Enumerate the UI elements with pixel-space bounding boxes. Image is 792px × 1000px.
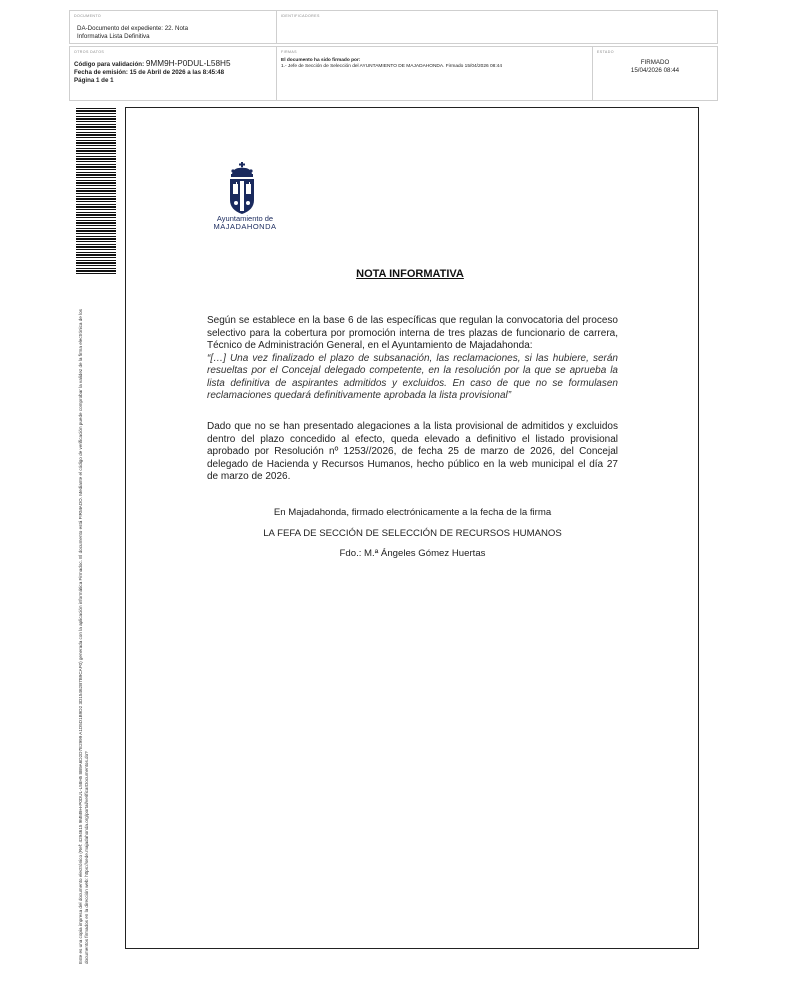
logo-line1: Ayuntamiento de <box>216 214 274 223</box>
estado-label: ESTADO <box>597 50 614 54</box>
firmas-intro: El documento ha sido firmado por: <box>281 58 361 63</box>
documento-label: DOCUMENTO <box>74 14 102 18</box>
firma-lugar: En Majadahonda, firmado electrónicamente a la fecha de la firma <box>273 507 552 518</box>
estado-value: FIRMADO <box>640 59 670 66</box>
barcode <box>76 108 116 275</box>
otros-datos-label: OTROS DATOS <box>74 50 105 54</box>
firma-cargo: LA FEFA DE SECCIÓN DE SELECCIÓN DE RECURSOS HUMANOS <box>263 528 562 539</box>
fecha-emision: Fecha de emisión: 15 de Abril de 2026 a las 8:45:48 <box>74 68 225 76</box>
firmas-content <box>281 58 586 70</box>
header-row-datos <box>69 46 718 101</box>
verification-side-text: Este es una copia impresa del documento electrónico (Ref: 4294615 9MM9H-P0DUL-L58H5 8B9A6D2D7E2999 A1D5D1B9D2 3D15462B7B9CAF0) generada con la aplicación informática Firmadoc. El documento está FIRMADO. Mediante el código de verificación puede comprobar la validez de la firma electrónica de los documentos firmados en la dirección web: https://sede.majadahonda.org/portal/verificarDocumentos.do? <box>78 309 89 964</box>
firmas-detalle: 1.- Jefe de Sección de Selección del AYUNTAMIENTO DE MAJADAHONDA. Firmado 15/04/2026 08:44 <box>281 64 503 69</box>
estado-content <box>593 59 717 75</box>
header-row-documento <box>69 10 718 44</box>
otros-datos-cell <box>70 47 276 100</box>
documento-value: DA-Documento del expediente: 22. Nota Informativa Lista Definitiva <box>77 25 189 40</box>
identificadores-cell <box>276 11 717 43</box>
estado-fecha: 15/04/2026 08:44 <box>630 67 680 74</box>
estado-cell <box>592 47 717 100</box>
firma-nombre: Fdo.: M.ª Ángeles Gómez Huertas <box>339 548 486 559</box>
codigo-label: Código para validación: <box>74 61 145 68</box>
paragraph-1-block <box>207 315 618 403</box>
logo-text <box>203 215 287 231</box>
documento-cell <box>70 11 276 43</box>
firmas-label: FIRMAS <box>281 50 297 54</box>
paragraph-1: Según se establece en la base 6 de las específicas que regulan la convocatoria del proceso selectivo para la cobertura por promoción interna de tres plazas de funcionario de carrera, Técnico de Administración General, en el Ayuntamiento de Majadahonda: <box>207 315 618 351</box>
logo-line2: MAJADAHONDA <box>213 222 277 231</box>
codigo-line <box>74 60 274 69</box>
pagina-indicator: Página 1 de 1 <box>74 76 114 84</box>
quote-paragraph: “[…] Una vez finalizado el plazo de subsanación, las reclamaciones, si las hubiere, serán resueltas por el Concejal delegado competente, en la resolución por la que se aprueba la lista definitiva de aspirantes admitidos y excluidos. En caso de que no se formulasen reclamaciones quedará definitivamente aprobada la lista provisional” <box>207 352 618 401</box>
identificadores-label: IDENTIFICADORES <box>281 14 320 18</box>
paragraph-2: Dado que no se han presentado alegaciones a la lista provisional de admitidos y excluidos dentro del plazo concedido al efecto, queda elevado a definitivo el listado provisional aprobado por Resolución nº 1253//2026, de fecha 25 de marzo de 2026, del Concejal delegado de Hacienda y Recursos Humanos, hecho público en la web municipal el día 27 de marzo de 2026. <box>207 421 618 482</box>
firmas-cell <box>276 47 592 100</box>
codigo-value: 9MM9H-P0DUL-L58H5 <box>145 59 231 68</box>
document-title: NOTA INFORMATIVA <box>356 268 464 280</box>
otros-datos-content <box>74 60 274 84</box>
